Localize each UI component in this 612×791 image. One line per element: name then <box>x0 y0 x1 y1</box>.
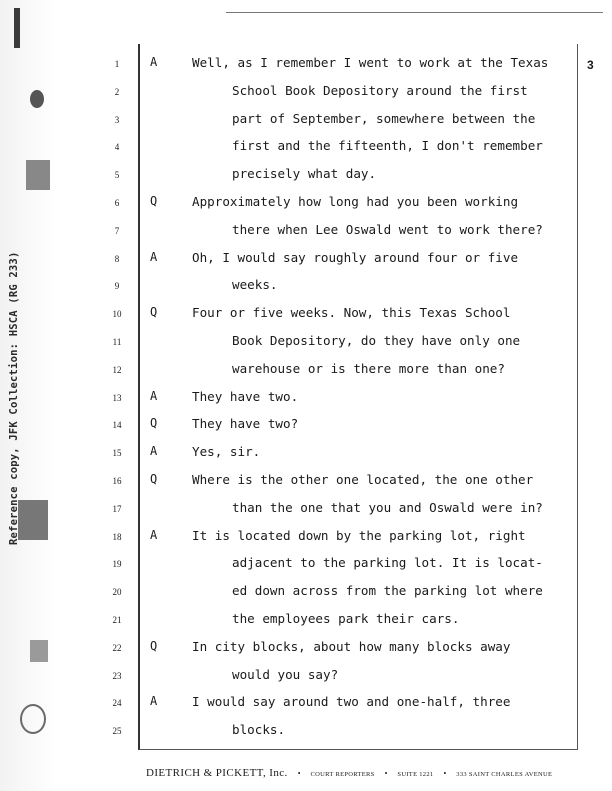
line-number: 13 <box>112 393 122 403</box>
line-number: 15 <box>112 448 122 458</box>
line-text: School Book Depository around the first <box>232 83 528 98</box>
line-number: 9 <box>114 281 120 291</box>
transcript-line <box>0 222 612 242</box>
line-number: 11 <box>112 337 122 347</box>
speaker-label: A <box>150 694 158 708</box>
speaker-label: A <box>150 389 158 403</box>
speaker-label: A <box>150 528 158 542</box>
line-text: In city blocks, about how many blocks away <box>192 639 511 654</box>
speaker-label: Q <box>150 194 158 208</box>
line-number: 20 <box>112 587 122 597</box>
reference-stamp-text: Reference copy, JFK Collection: HSCA (RG 233) <box>8 251 20 545</box>
line-number: 21 <box>112 615 122 625</box>
line-number: 6 <box>114 198 120 208</box>
line-text: part of September, somewhere between the <box>232 111 536 126</box>
transcript-line <box>0 305 612 325</box>
line-text: blocks. <box>232 722 286 737</box>
footer-address: 333 SAINT CHARLES AVENUE <box>456 771 553 778</box>
line-number: 22 <box>112 643 122 653</box>
line-text: ed down across from the parking lot where <box>232 583 543 598</box>
speaker-label: Q <box>150 639 158 653</box>
line-text: Four or five weeks. Now, this Texas School <box>192 305 511 320</box>
line-text: weeks. <box>232 277 278 292</box>
line-text: Well, as I remember I went to work at the Texas <box>192 55 549 70</box>
transcript-line <box>0 667 612 687</box>
line-number: 19 <box>112 559 122 569</box>
line-number: 5 <box>114 170 120 180</box>
footer-role: COURT REPORTERS <box>310 771 375 778</box>
transcript-line <box>0 389 612 409</box>
transcript-line <box>0 277 612 297</box>
line-text: I would say around two and one-half, three <box>192 694 511 709</box>
footer-firm: DIETRICH & PICKETT, Inc. <box>146 767 288 779</box>
transcript-line <box>0 528 612 548</box>
line-number: 8 <box>114 254 120 264</box>
speaker-label: Q <box>150 305 158 319</box>
page-number: 3 <box>587 58 594 72</box>
line-text: precisely what day. <box>232 166 377 181</box>
line-number: 12 <box>112 365 122 375</box>
transcript-line <box>0 611 612 631</box>
speaker-label: A <box>150 55 158 69</box>
line-number: 23 <box>112 671 122 681</box>
line-text: Where is the other one located, the one other <box>192 472 534 487</box>
line-text: there when Lee Oswald went to work there? <box>232 222 543 237</box>
line-number: 10 <box>112 309 122 319</box>
transcript-line <box>0 555 612 575</box>
top-rule <box>226 12 603 13</box>
line-text: Book Depository, do they have only one <box>232 333 521 348</box>
line-number: 14 <box>112 420 122 430</box>
line-text: warehouse or is there more than one? <box>232 361 505 376</box>
transcript-line <box>0 83 612 103</box>
speaker-label: A <box>150 250 158 264</box>
line-text: Approximately how long had you been working <box>192 194 519 209</box>
line-number: 3 <box>114 115 120 125</box>
transcript-line <box>0 500 612 520</box>
line-text: They have two? <box>192 416 299 431</box>
line-number: 16 <box>112 476 122 486</box>
line-text: They have two. <box>192 389 299 404</box>
footer-separator: • <box>297 769 301 778</box>
footer <box>146 763 552 781</box>
line-number: 7 <box>114 226 120 236</box>
line-text: adjacent to the parking lot. It is locat- <box>232 555 543 570</box>
transcript-line <box>0 194 612 214</box>
transcript-line <box>0 444 612 464</box>
transcript-line <box>0 694 612 714</box>
line-text: first and the fifteenth, I don't remember <box>232 138 543 153</box>
transcript-line <box>0 250 612 270</box>
line-number: 17 <box>112 504 122 514</box>
footer-suite: SUITE 1221 <box>397 771 434 778</box>
speaker-label: Q <box>150 472 158 486</box>
line-number: 25 <box>112 726 122 736</box>
speaker-label: Q <box>150 416 158 430</box>
transcript-line <box>0 722 612 742</box>
line-number: 2 <box>114 87 120 97</box>
line-number: 24 <box>112 698 122 708</box>
transcript-line <box>0 639 612 659</box>
transcript-line <box>0 472 612 492</box>
line-text: It is located down by the parking lot, right <box>192 528 526 543</box>
footer-separator: • <box>384 769 388 778</box>
transcript-line <box>0 416 612 436</box>
line-text: than the one that you and Oswald were in? <box>232 500 543 515</box>
transcript-line <box>0 361 612 381</box>
line-text: Yes, sir. <box>192 444 261 459</box>
transcript-line <box>0 111 612 131</box>
transcript-line <box>0 55 612 75</box>
line-number: 4 <box>114 142 120 152</box>
line-text: would you say? <box>232 667 339 682</box>
line-number: 18 <box>112 532 122 542</box>
line-text: Oh, I would say roughly around four or five <box>192 250 519 265</box>
scan-artifact <box>14 8 20 48</box>
speaker-label: A <box>150 444 158 458</box>
line-text: the employees park their cars. <box>232 611 460 626</box>
transcript-line <box>0 138 612 158</box>
transcript-line <box>0 583 612 603</box>
transcript-line <box>0 166 612 186</box>
footer-separator: • <box>443 769 447 778</box>
transcript-line <box>0 333 612 353</box>
line-number: 1 <box>114 59 120 69</box>
